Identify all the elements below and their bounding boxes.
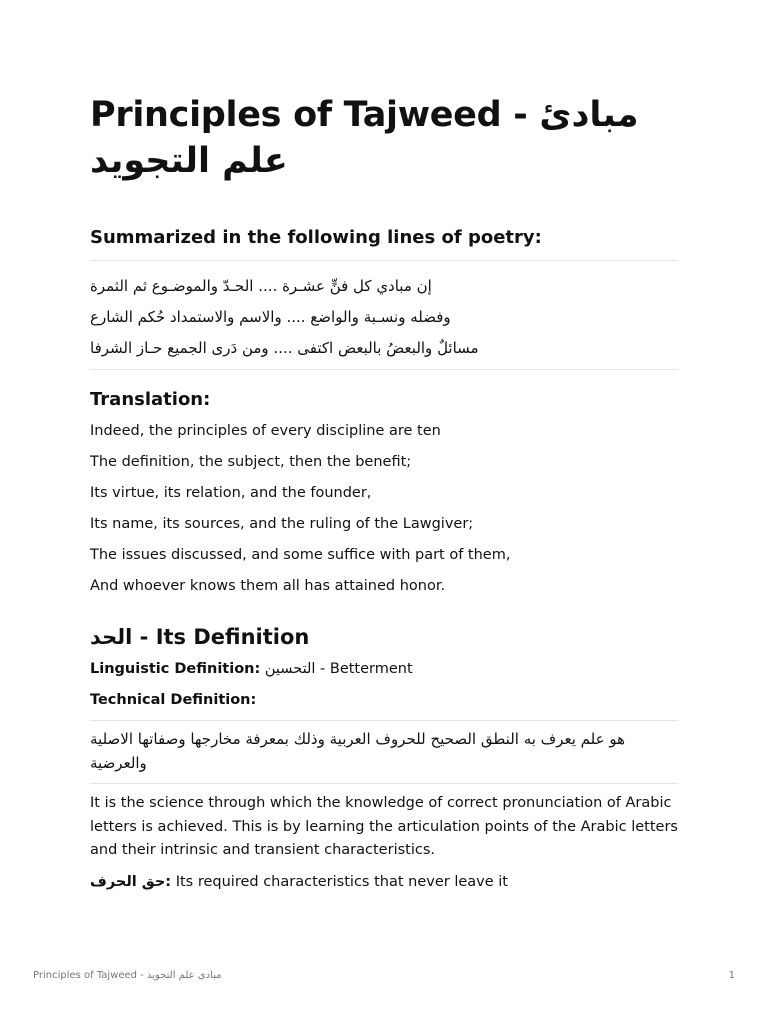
- divider: [90, 783, 678, 784]
- page-footer: [33, 970, 735, 981]
- linguistic-value: التحسين - Betterment: [260, 661, 413, 677]
- summary-heading: Summarized in the following lines of poetry:: [90, 227, 542, 248]
- haqq-label: حق الحرف:: [90, 873, 172, 890]
- translation-block: [90, 416, 678, 602]
- technical-definition: [90, 685, 678, 716]
- definition-heading: الحد - Its Definition: [90, 625, 310, 649]
- technical-label: Technical Definition:: [90, 692, 257, 708]
- footer-title: Principles of Tajweed - مبادى علم التجويد: [33, 970, 222, 981]
- translation-heading: Translation:: [90, 389, 211, 410]
- poem-line: مسائلٌ والبعضُ بالبعض اكتفى .... ومن دَرى الجميع حـاز الشرفا: [90, 339, 479, 357]
- poem-line: إن مبادي كل فنٍّ عشـرة .... الحـدّ والموضـوع ثم الثمرة: [90, 277, 432, 295]
- linguistic-label: Linguistic Definition:: [90, 661, 261, 677]
- document-page: [90, 92, 678, 898]
- translation-line: Its name, its sources, and the ruling of the Lawgiver;: [90, 516, 474, 532]
- page-number: 1: [728, 970, 735, 981]
- poem-block: [90, 271, 678, 364]
- page-title: Principles of Tajweed - مبادئ علم التجويد: [90, 95, 639, 181]
- translation-line: And whoever knows them all has attained honor.: [90, 578, 446, 594]
- technical-english: It is the science through which the knowledge of correct pronunciation of Arabic letters is achieved. This is by learning the articulation points of the Arabic letters and their intrinsic and transient characteristics.: [90, 795, 678, 858]
- linguistic-definition: [90, 654, 678, 685]
- technical-arabic: هو علم يعرف به النطق الصحيح للحروف العربية وذلك بمعرفة مخارجها وصفاتها الاصلية والعرضية: [90, 730, 626, 772]
- poem-line: وفضله ونسـبة والواضع .... والاسم والاستمداد حُكم الشارع: [90, 308, 451, 326]
- translation-line: Its virtue, its relation, and the founder,: [90, 485, 372, 501]
- divider: [90, 369, 678, 370]
- haqq-value: Its required characteristics that never leave it: [171, 873, 508, 890]
- translation-line: The issues discussed, and some suffice with part of them,: [90, 547, 511, 563]
- translation-line: Indeed, the principles of every discipline are ten: [90, 423, 441, 439]
- haqq-definition: [90, 867, 678, 898]
- divider: [90, 260, 678, 261]
- translation-line: The definition, the subject, then the benefit;: [90, 454, 412, 470]
